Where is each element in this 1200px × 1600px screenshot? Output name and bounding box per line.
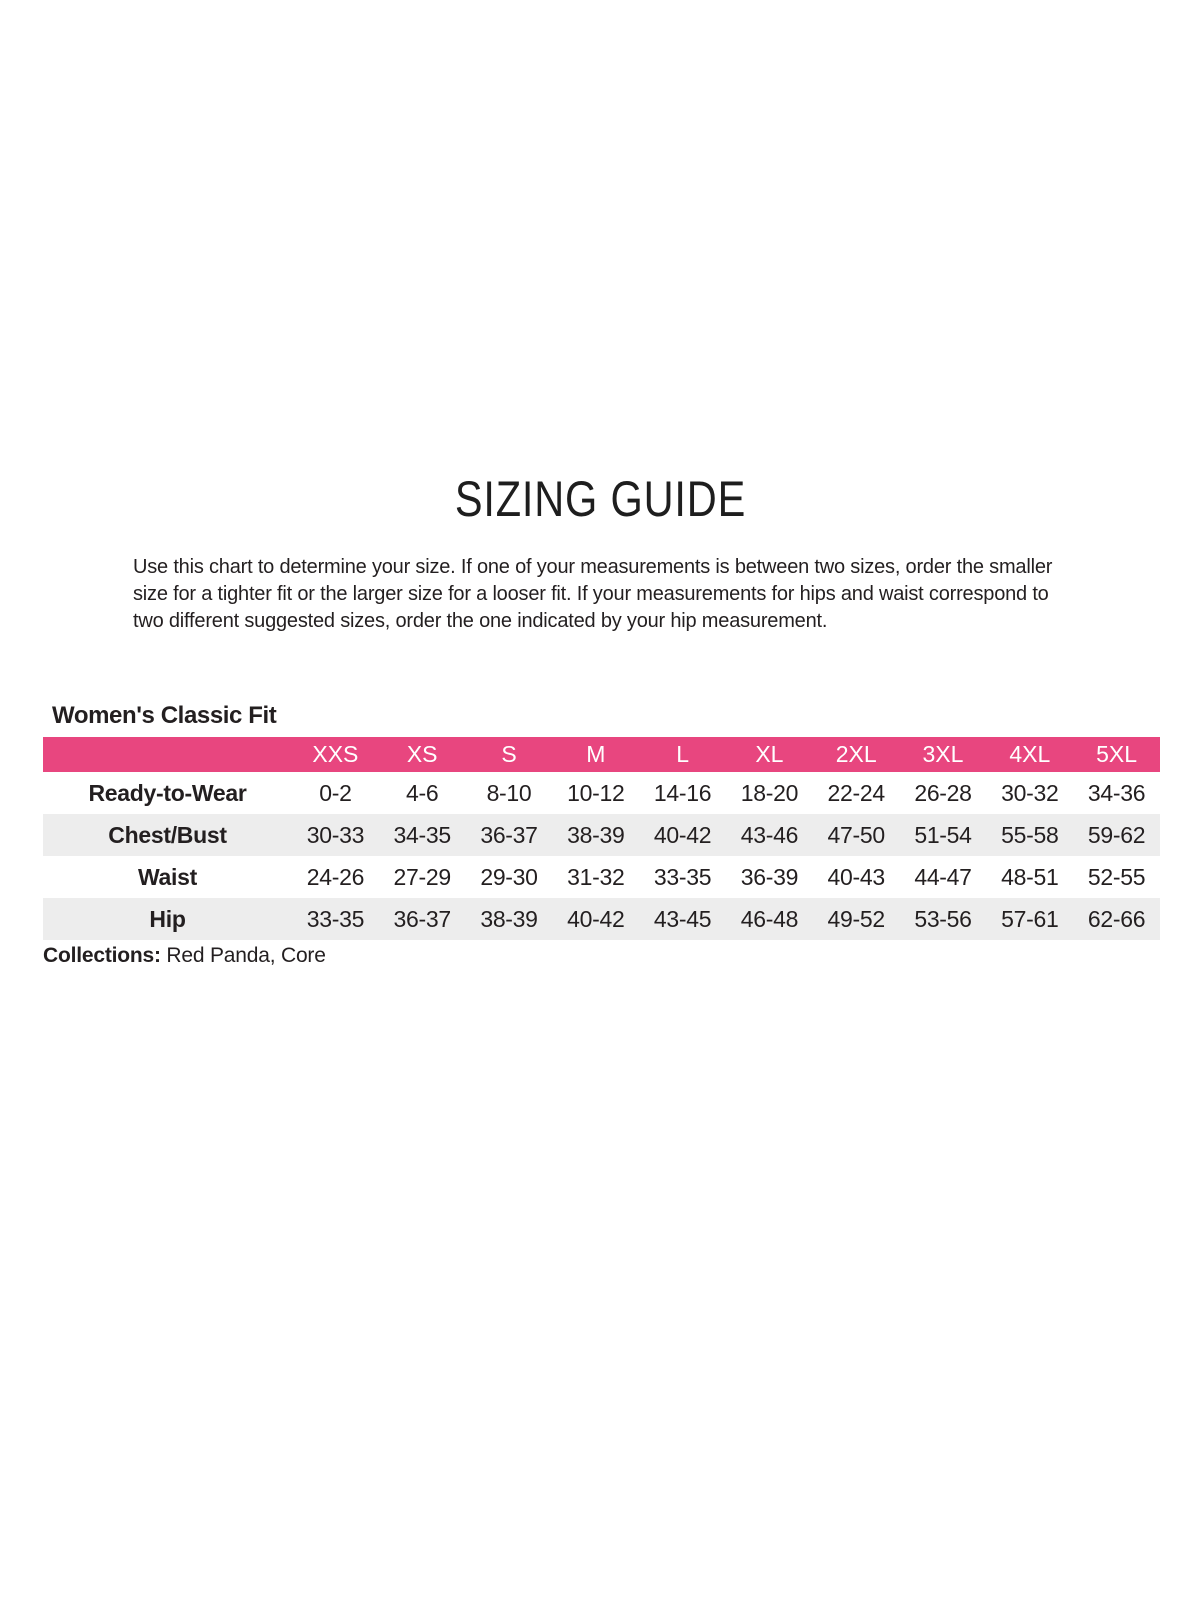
header-cell: L: [676, 741, 689, 767]
size-cell: 36-37: [393, 905, 451, 932]
size-cell: 43-45: [653, 905, 712, 932]
row-label: Ready-to-Wear: [88, 779, 247, 806]
size-cell: 24-26: [306, 863, 365, 890]
size-cell: 57-61: [1001, 905, 1059, 932]
size-cell: 36-37: [480, 821, 538, 848]
size-cell: 59-62: [1087, 821, 1146, 848]
size-cell: 33-35: [653, 863, 712, 890]
page-title: [0, 471, 1200, 527]
table-row-chest-bust: [43, 814, 1160, 856]
size-cell: 8-10: [486, 779, 532, 806]
intro-line: two different suggested sizes, order the one indicated by your hip measurement.: [133, 610, 828, 632]
section-title: Women's Classic Fit: [52, 702, 277, 729]
size-cell: 29-30: [480, 863, 538, 890]
size-cell: 31-32: [567, 863, 625, 890]
header-cell: 2XL: [835, 741, 877, 767]
size-cell: 34-36: [1087, 779, 1146, 806]
size-cell: 52-55: [1087, 863, 1146, 890]
collections-label: Collections:: [43, 944, 161, 967]
table-row-waist: [43, 856, 1160, 898]
size-cell: 18-20: [740, 779, 799, 806]
header-cell: M: [586, 741, 606, 767]
size-cell: 51-54: [914, 821, 972, 848]
page-title-text: SIZING GUIDE: [454, 471, 746, 527]
table-row-hip: [43, 898, 1160, 940]
size-cell: 55-58: [1001, 821, 1059, 848]
intro-paragraph: [133, 554, 1052, 635]
size-cell: 47-50: [827, 821, 885, 848]
size-cell: 22-24: [827, 779, 885, 806]
size-cell: 0-2: [319, 779, 352, 806]
size-cell: 49-52: [827, 905, 885, 932]
size-table: [43, 737, 1160, 940]
intro-line: size for a tighter fit or the larger size for a looser fit. If your measurements for hips and waist correspond to: [133, 583, 1049, 605]
size-cell: 53-56: [914, 905, 972, 932]
row-label: Hip: [149, 905, 186, 932]
collections-value: Red Panda, Core: [166, 944, 326, 967]
size-cell: 46-48: [740, 905, 799, 932]
row-label: Waist: [138, 863, 197, 890]
collections-note: [43, 944, 326, 968]
header-cell: XXS: [312, 741, 359, 767]
size-cell: 30-33: [306, 821, 365, 848]
size-cell: 27-29: [393, 863, 451, 890]
row-label: Chest/Bust: [108, 821, 227, 848]
header-cell: XL: [755, 741, 784, 767]
header-cell: 4XL: [1009, 741, 1051, 767]
header-cell: S: [501, 741, 517, 767]
size-cell: 40-42: [653, 821, 712, 848]
size-cell: 38-39: [480, 905, 538, 932]
size-cell: 40-43: [827, 863, 885, 890]
header-cell: XS: [406, 741, 438, 767]
size-cell: 36-39: [740, 863, 799, 890]
size-table-header-row: [43, 737, 1160, 772]
size-cell: 34-35: [393, 821, 451, 848]
size-cell: 43-46: [740, 821, 799, 848]
size-cell: 26-28: [914, 779, 972, 806]
size-cell: 14-16: [653, 779, 712, 806]
table-row-ready-to-wear: [43, 772, 1160, 814]
size-cell: 10-12: [567, 779, 625, 806]
size-cell: 44-47: [914, 863, 972, 890]
size-cell: 62-66: [1087, 905, 1146, 932]
size-cell: 30-32: [1001, 779, 1059, 806]
size-cell: 38-39: [567, 821, 625, 848]
size-cell: 4-6: [406, 779, 439, 806]
size-cell: 48-51: [1001, 863, 1059, 890]
size-cell: 33-35: [306, 905, 365, 932]
header-cell: 5XL: [1096, 741, 1138, 767]
intro-line: Use this chart to determine your size. If one of your measurements is between two sizes, order the smaller: [133, 556, 1053, 578]
header-cell: 3XL: [922, 741, 964, 767]
size-cell: 40-42: [567, 905, 625, 932]
